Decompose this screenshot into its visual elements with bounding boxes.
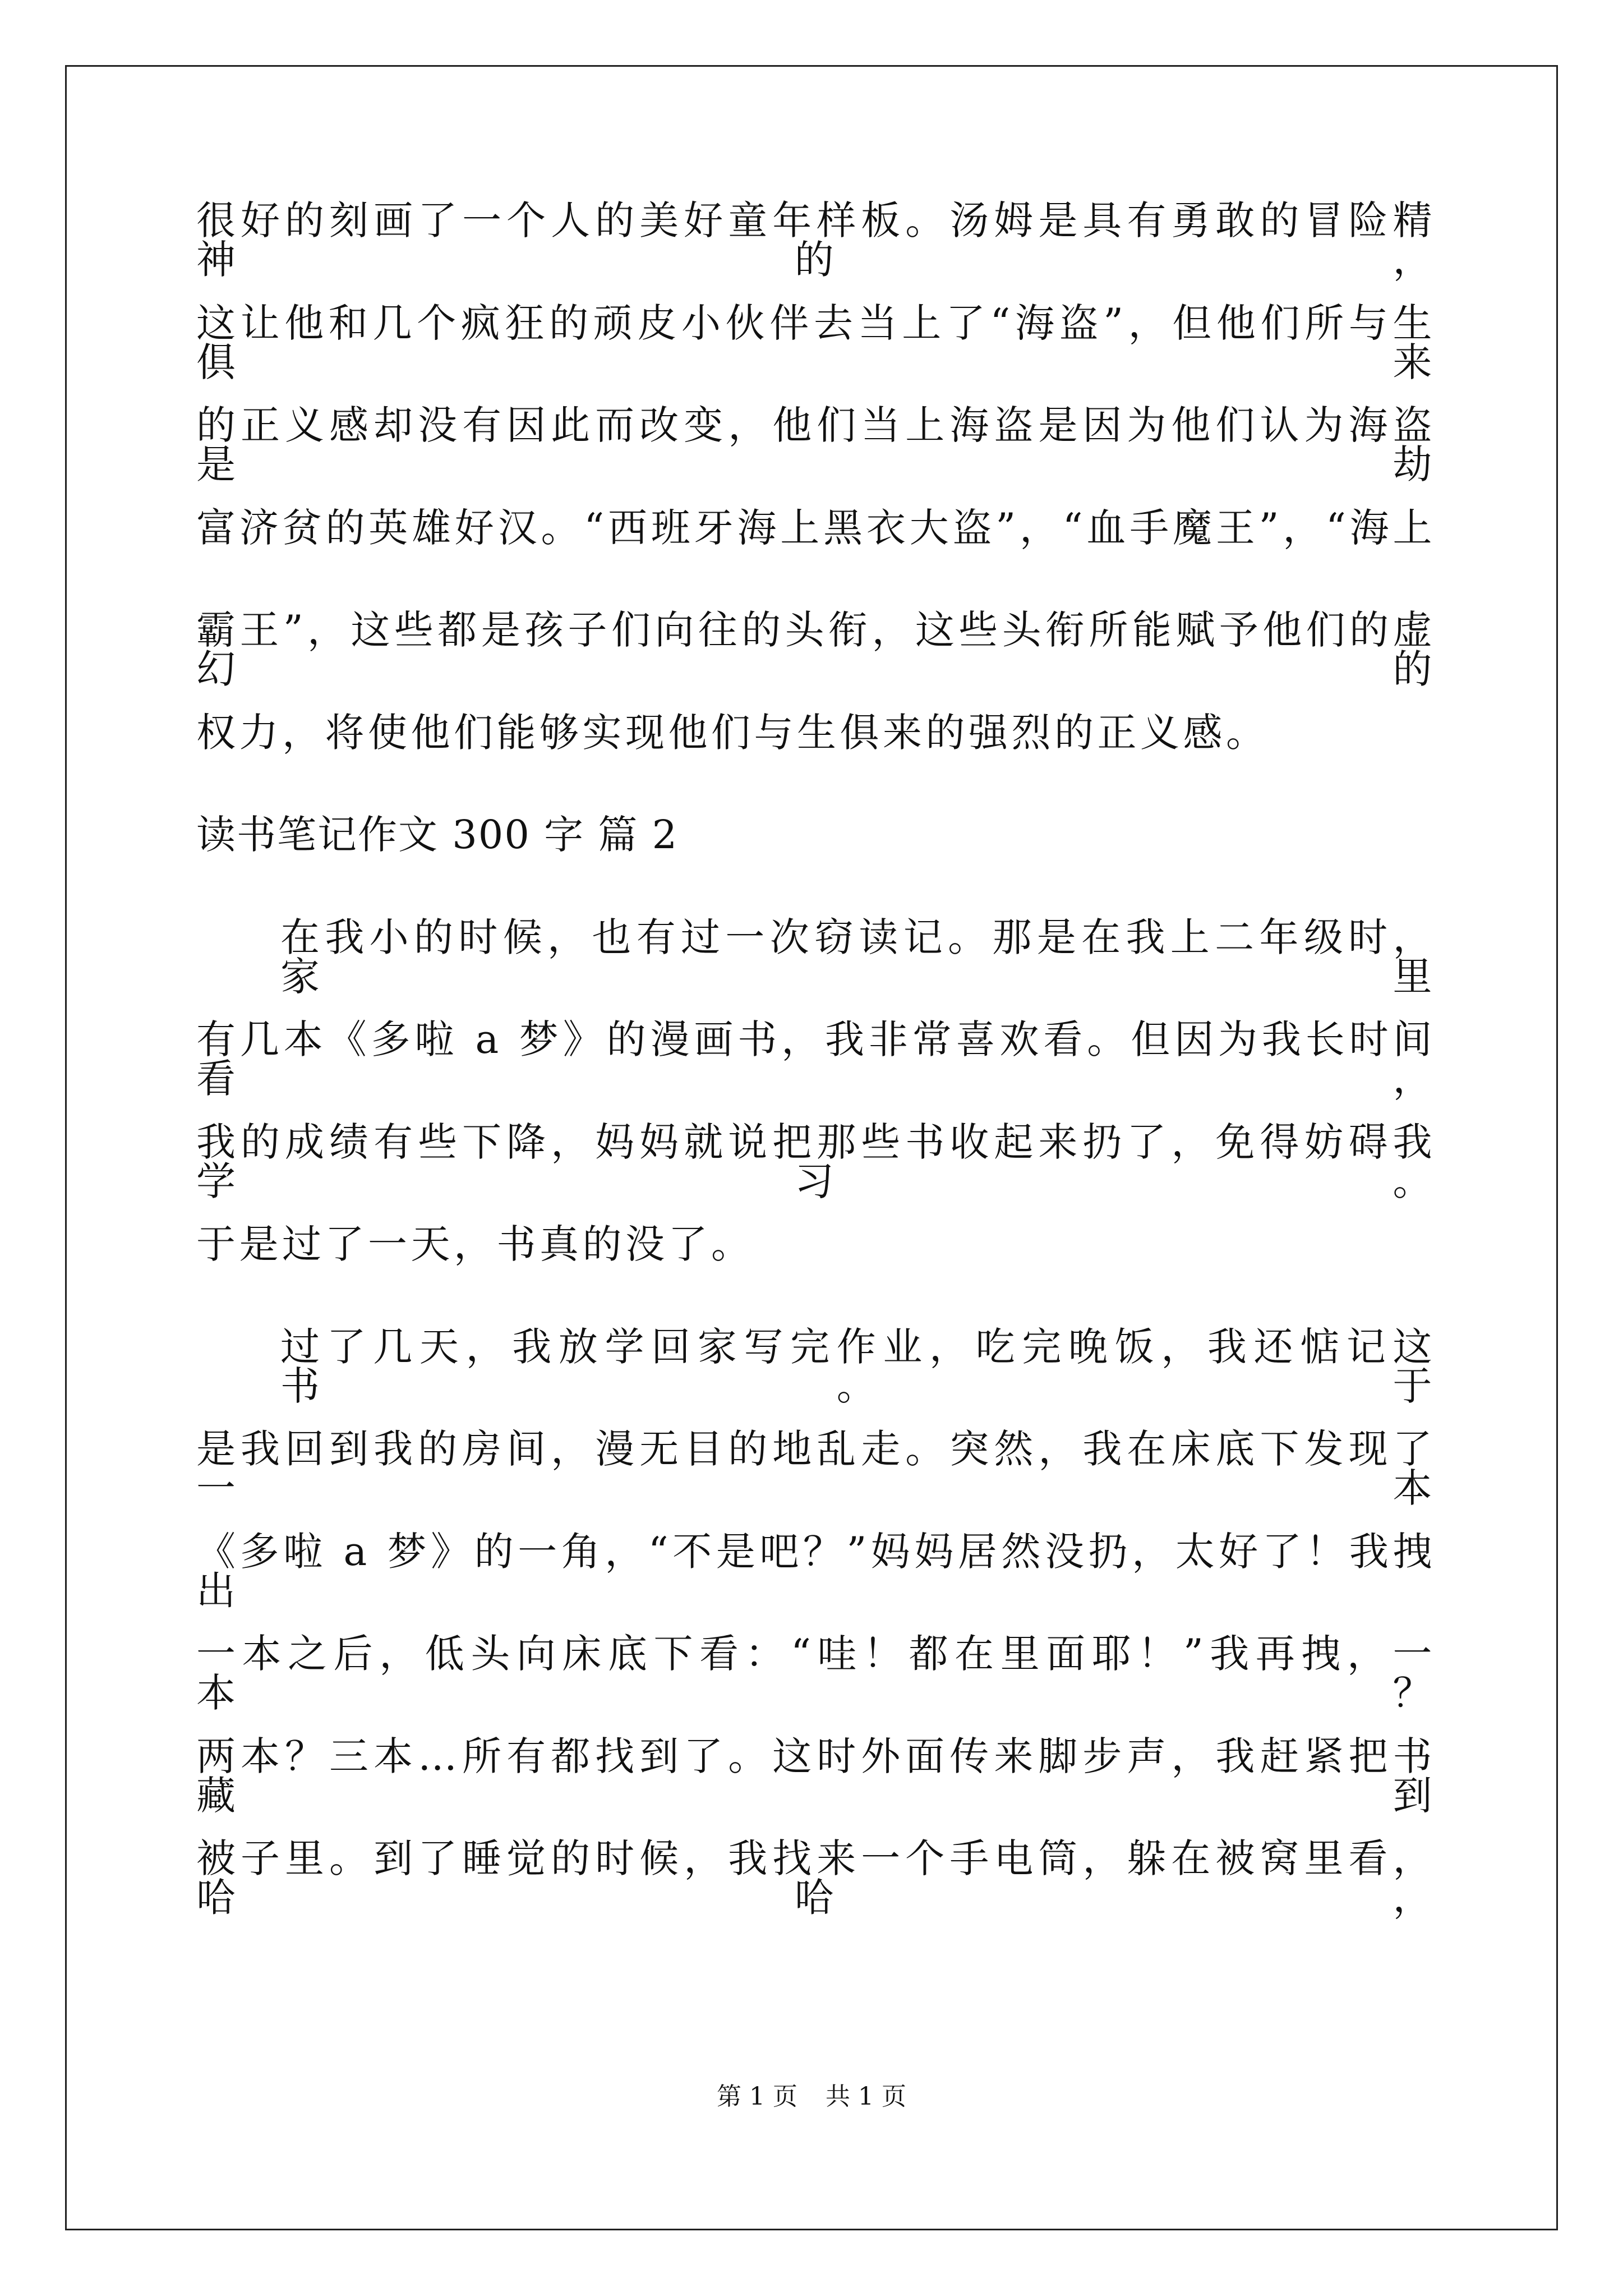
paragraph-line: 过了几天，我放学回家写完作业，吃完晚饭，我还惦记这书。于 xyxy=(280,1323,1436,1409)
paragraph-line: 被子里。到了睡觉的时候，我找来一个手电筒，躲在被窝里看，哈哈， xyxy=(196,1835,1436,1921)
document-body xyxy=(196,197,1436,1941)
paragraph-line: 我的成绩有些下降，妈妈就说把那些书收起来扔了，免得妨碍我学习。 xyxy=(196,1119,1436,1204)
paragraph-line: 两本？三本…所有都找到了。这时外面传来脚步声，我赶紧把书藏到 xyxy=(196,1733,1436,1819)
paragraph-line: 权力，将使他们能够实现他们与生俱来的强烈的正义感。 xyxy=(196,709,1269,756)
paragraph-line: 是我回到我的房间，漫无目的地乱走。突然，我在床底下发现了一本 xyxy=(196,1426,1436,1511)
paragraph-line: 富济贫的英雄好汉。“西班牙海上黑衣大盗”，“血手魔王”，“海上 xyxy=(196,504,1436,551)
paragraph-line: 在我小的时候，也有过一次窃读记。那是在我上二年级时，家里 xyxy=(280,914,1436,1000)
paragraph-line: 有几本《多啦 a 梦》的漫画书，我非常喜欢看。但因为我长时间看， xyxy=(196,1016,1436,1102)
paragraph-line: 这让他和几个疯狂的顽皮小伙伴去当上了“海盗”，但他们所与生俱来 xyxy=(196,300,1436,385)
section-heading: 读书笔记作文 300 字 篇 2 xyxy=(196,812,679,858)
paragraph-line: 很好的刻画了一个人的美好童年样板。汤姆是具有勇敢的冒险精神的， xyxy=(196,197,1436,283)
paragraph-line: 一本之后，低头向床底下看：“哇！都在里面耶！”我再拽，一本？ xyxy=(196,1631,1436,1716)
paragraph-line: 于是过了一天，书真的没了。 xyxy=(196,1221,754,1267)
page-total: 共 1 页 xyxy=(826,2082,906,2111)
paragraph-line: 的正义感却没有因此而改变，他们当上海盗是因为他们认为海盗是劫 xyxy=(196,402,1436,487)
page-number: 第 1 页 xyxy=(717,2082,797,2111)
paragraph-line: 《多啦 a 梦》的一角，“不是吧？”妈妈居然没扔，太好了！我拽出 xyxy=(196,1528,1436,1614)
paragraph-line: 霸王”，这些都是孩子们向往的头衔，这些头衔所能赋予他们的虚幻的 xyxy=(196,607,1436,692)
page-footer xyxy=(0,2082,1623,2111)
